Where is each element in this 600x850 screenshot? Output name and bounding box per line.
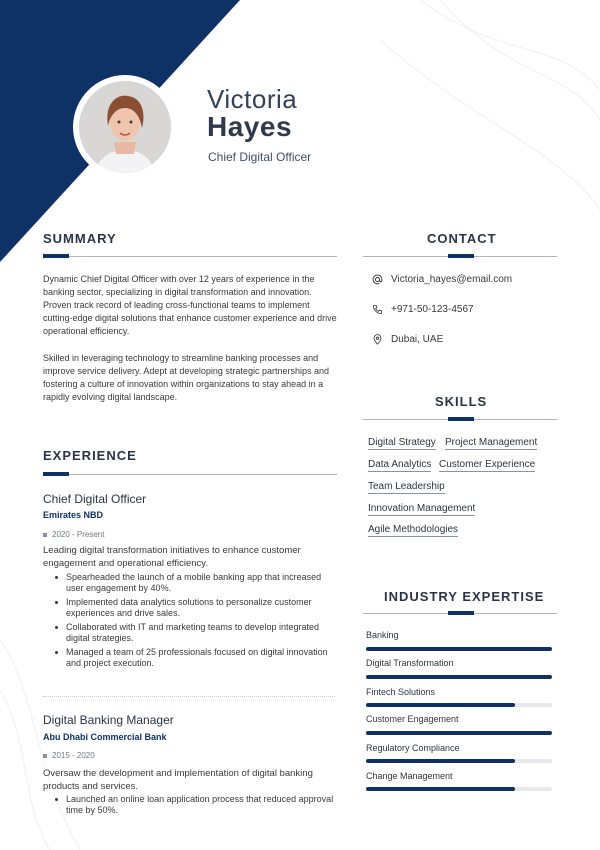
- skill-tag: Customer Experience: [439, 459, 536, 470]
- skill-tag: Project Management: [445, 437, 538, 448]
- contact-heading: CONTACT: [427, 231, 497, 246]
- skills-heading: SKILLS: [435, 394, 488, 409]
- expertise-label: Regulatory Compliance: [366, 743, 460, 753]
- last-name: Hayes: [207, 111, 293, 142]
- calendar-bullet-icon: [43, 533, 47, 537]
- summary-heading: SUMMARY: [43, 231, 117, 246]
- location-pin-icon: [372, 334, 383, 345]
- skills-accent: [448, 417, 474, 421]
- job-description: Leading digital transformation initiatives to enhance customer engagement and operational efficiency.: [43, 545, 301, 569]
- expertise-bar-fill: [366, 647, 552, 651]
- expertise-label: Fintech Solutions: [366, 687, 436, 697]
- skill-tag: Team Leadership: [368, 481, 445, 492]
- first-name: Victoria: [207, 84, 298, 114]
- job-description: Oversaw the development and implementation of digital banking products and services.: [43, 768, 313, 792]
- expertise-bar-fill: [366, 675, 552, 679]
- expertise-bar: [366, 675, 552, 679]
- job-bullets: [55, 794, 337, 819]
- job-title: Chief Digital Officer: [208, 150, 312, 164]
- expertise-heading: INDUSTRY EXPERTISE: [384, 589, 545, 604]
- skill-tag: Innovation Management: [368, 503, 476, 514]
- expertise-label: Customer Engagement: [366, 714, 459, 724]
- contact-accent: [448, 254, 474, 258]
- expertise-label: Banking: [366, 630, 399, 640]
- job-role: Digital Banking Manager: [43, 713, 174, 727]
- expertise-bar: [366, 703, 552, 707]
- expertise-bar: [366, 787, 552, 791]
- location-text: Dubai, UAE: [391, 334, 444, 345]
- experience-heading: EXPERIENCE: [43, 448, 137, 463]
- expertise-accent: [448, 611, 474, 615]
- job-bullet: Managed a team of 25 professionals focused on digital innovation and project execution.: [55, 647, 337, 669]
- job-bullet: Collaborated with IT and marketing teams to develop integrated digital strategies.: [55, 622, 337, 644]
- calendar-bullet-icon: [43, 754, 47, 758]
- job-bullet: Implemented data analytics solutions to personalize customer experiences and drive sales.: [55, 597, 337, 619]
- expertise-label: Digital Transformation: [366, 658, 454, 668]
- experience-rule: [43, 474, 337, 475]
- expertise-label: Change Management: [366, 771, 453, 781]
- contact-location: [372, 334, 443, 345]
- experience-accent: [43, 472, 69, 476]
- summary-paragraph-2: Skilled in leveraging technology to streamline banking processes and improve service delivery. Adept at developing strategic partnerships and fostering a culture of innovation within organizations to stay ahead in a rapidly evolving digital landscape.: [43, 353, 329, 402]
- summary-rule: [43, 256, 337, 257]
- skill-tag: Digital Strategy: [368, 437, 436, 448]
- job-company: Emirates NBD: [43, 510, 104, 520]
- job-dates-text: 2015 - 2020: [52, 751, 95, 760]
- expertise-bar-fill: [366, 731, 552, 735]
- phone-icon: [372, 304, 383, 315]
- at-icon: [372, 274, 383, 285]
- job-bullet: Spearheaded the launch of a mobile banking app that increased user engagement by 40%.: [55, 572, 337, 594]
- job-bullets: [55, 572, 337, 672]
- job-dates: [43, 530, 104, 539]
- skill-tag: Data Analytics: [368, 459, 432, 470]
- job-divider: [43, 696, 335, 697]
- phone-text[interactable]: +971-50-123-4567: [391, 304, 474, 315]
- summary-accent: [43, 254, 69, 258]
- expertise-bar-fill: [366, 703, 515, 707]
- expertise-bar: [366, 759, 552, 763]
- summary-paragraph-1: Dynamic Chief Digital Officer with over 12 years of experience in the banking sector, specializing in digital transformation and innovation. Proven track record of leading cross-functional teams to implement cutting-edge digital solutions that enhance customer experience and drive operational efficiency.: [43, 274, 337, 336]
- job-role: Chief Digital Officer: [43, 492, 147, 506]
- contact-email[interactable]: [372, 274, 512, 285]
- skill-tag: Agile Methodologies: [368, 524, 459, 535]
- expertise-bar-fill: [366, 787, 515, 791]
- expertise-bar: [366, 731, 552, 735]
- expertise-bar-fill: [366, 759, 515, 763]
- email-text[interactable]: Victoria_hayes@email.com: [391, 274, 513, 285]
- job-bullet: Launched an online loan application process that reduced approval time by 50%.: [55, 794, 337, 816]
- job-dates-text: 2020 - Present: [52, 530, 105, 539]
- contact-phone[interactable]: [372, 304, 474, 315]
- job-company: Abu Dhabi Commercial Bank: [43, 732, 167, 742]
- profile-photo: [76, 78, 174, 176]
- job-dates: [43, 751, 95, 760]
- expertise-bar: [366, 647, 552, 651]
